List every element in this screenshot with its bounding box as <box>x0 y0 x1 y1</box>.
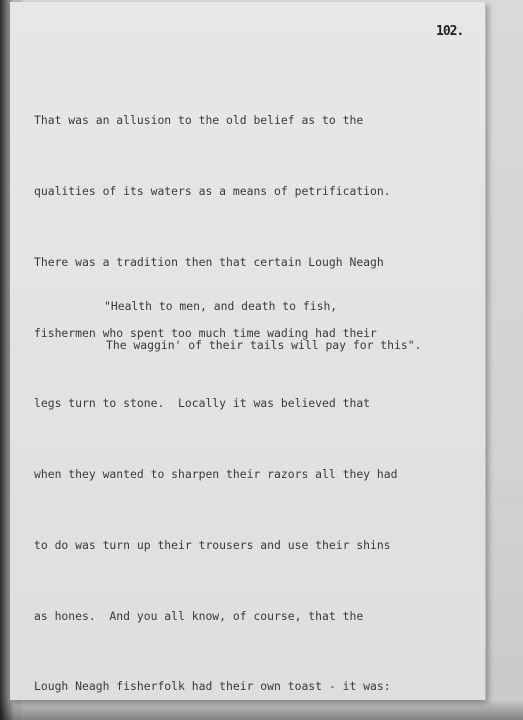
toast-line: "Health to men, and death to fish, <box>104 299 338 313</box>
body-line: qualities of its waters as a means of petrification. <box>34 183 391 198</box>
body-line: legs turn to stone. Locally it was believed that <box>34 396 371 411</box>
toast-verse <box>104 274 421 378</box>
toast-line: The waggin' of their tails will pay for this". <box>106 338 422 352</box>
body-line: There was a tradition then that certain Lough Neagh <box>34 254 384 269</box>
body-line: Lough Neagh fisherfolk had their own toast - it was: <box>34 679 391 694</box>
page-number: 102. <box>436 24 464 39</box>
bottom-shadow <box>0 700 523 720</box>
body-line: when they wanted to sharpen their razors all they had <box>34 467 398 482</box>
body-line: fishermen who spent too much time wading had their <box>34 325 377 340</box>
body-line: That was an allusion to the old belief as to the <box>34 113 364 128</box>
body-line: as hones. And you all know, of course, that the <box>34 608 364 623</box>
body-line: to do was turn up their trousers and use their shins <box>34 537 391 552</box>
body-paragraph <box>34 62 464 720</box>
